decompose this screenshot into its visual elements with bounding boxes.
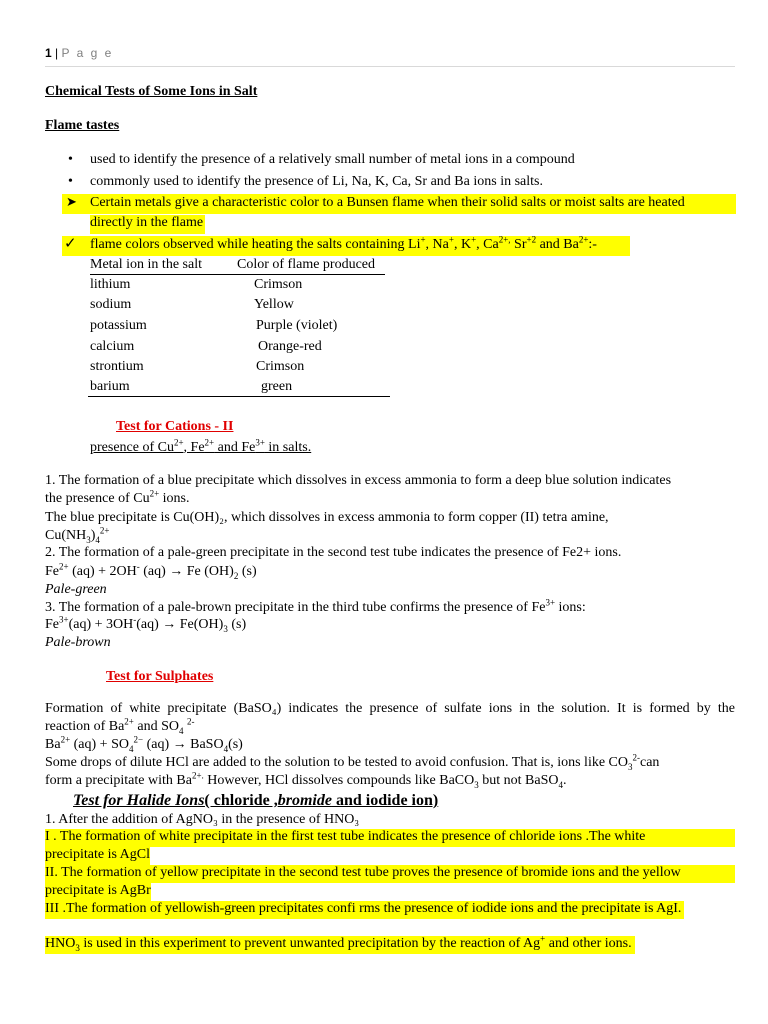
halide-ii-line2: precipitate is AgBr xyxy=(45,883,151,901)
flame-arrow-line-1: Certain metals give a characteristic color to a Bunsen flame when their solid salts or moist salts are heated xyxy=(90,195,685,210)
cations-p2: 2. The formation of a pale-green precipitate in the second test tube indicates the presence of Fe2+ ions. xyxy=(45,545,622,560)
halide-iii: III .The formation of yellowish-green precipitates confi rms the presence of iodide ions and the precipitate is AgI. xyxy=(45,901,684,919)
flame-check-line: flame colors observed while heating the salts containing Li+, Na+, K+, $Ca^{2+,}$ $Sr^{+2}$ and $Ba^{2+}:-$ xyxy=(90,234,597,252)
pale-brown-label: Pale-brown xyxy=(45,635,111,650)
flame-color: Crimson xyxy=(254,277,303,292)
sulphates-p1: Formation of white precipitate (BaSO₄) indicates the presence of sulfate ions in the solution. It is formed by the xyxy=(45,701,735,716)
halide-intro: 1. After the addition of AgNO₃ in the presence of HNO₃ xyxy=(45,812,360,827)
ion-name: strontium xyxy=(90,359,144,374)
check-icon: ✓ xyxy=(64,234,77,252)
cations-p3: 3. The formation of a pale-brown precipitate in the third tube confirms the presence of $Fe^{3+}$ ions: xyxy=(45,597,586,615)
document-title: Chemical Tests of Some Ions in Salt xyxy=(45,84,258,99)
cations-tetra-amine: $Cu(NH_3)_4^{2+}$ xyxy=(45,525,110,545)
ion-name: potassium xyxy=(90,318,147,333)
fe2-equation: $Fe^{2+}$ (aq) + 2OH- (aq) → Fe $(OH)_2$ (s) xyxy=(45,561,257,581)
cations-p1-line2: the presence of $Cu^{2+}$ ions. xyxy=(45,488,190,506)
bullet-icon: • xyxy=(68,152,73,167)
ion-name: sodium xyxy=(90,297,132,312)
bullet-icon: • xyxy=(68,174,73,189)
sulphates-p2-line2: form a precipitate with $Ba^{2+.}$ However, HCl dissolves compounds like BaCO$_3$ but not BaSO$_4$. xyxy=(45,770,567,790)
table-bottom-rule xyxy=(88,396,390,397)
table-header-ion: Metal ion in the salt xyxy=(90,257,202,272)
halide-i-line1: I . The formation of white precipitate in the first test tube indicates the presence of chloride ions .The white xyxy=(45,829,646,844)
ion-name: calcium xyxy=(90,339,135,354)
ion-name: lithium xyxy=(90,277,131,292)
page-header xyxy=(45,46,735,67)
flame-color: Orange-red xyxy=(258,339,322,354)
cations-p1-line3: The blue precipitate is Cu(OH)₂, which dissolves in excess ammonia to form copper (II) tetra amine, xyxy=(45,510,609,525)
baso4-equation: $Ba^{2+}$ $(aq) + SO_4^{2-}$ (aq) → BaSO$_4$(s) xyxy=(45,734,243,754)
cations-p1-line1: 1. The formation of a blue precipitate which dissolves in excess ammonia to form a deep blue solution indicates xyxy=(45,473,672,488)
fe3-equation: $Fe^{3+}(aq) + 3OH^-(aq) \to Fe(OH)_3$ (s) xyxy=(45,614,247,634)
flame-color: Crimson xyxy=(256,359,305,374)
pale-green-label: Pale-green xyxy=(45,582,107,597)
ion-name: barium xyxy=(90,379,130,394)
page-number: 1 xyxy=(45,46,52,60)
sulphates-heading: Test for Sulphates xyxy=(106,669,214,684)
page-label: P a g e xyxy=(61,46,114,60)
flame-color: Yellow xyxy=(254,297,294,312)
sulphates-reaction-line: reaction of $Ba^{2+}$ and $SO_4$ $^{2-}$ xyxy=(45,716,195,736)
halide-heading: Test for Halide Ions( chloride ,bromide and iodide ion) xyxy=(73,792,439,809)
flame-heading: Flame tastes xyxy=(45,118,120,133)
halide-i-line2: precipitate is AgCl xyxy=(45,847,150,865)
table-header-color: Color of flame produced xyxy=(237,257,376,272)
flame-color: Purple (violet) xyxy=(256,318,338,333)
flame-arrow-line-2: directly in the flame xyxy=(90,215,205,234)
flame-table-header xyxy=(90,257,385,275)
flame-bullet-2: commonly used to identify the presence of Li, Na, K, Ca, Sr and Ba ions in salts. xyxy=(90,174,543,189)
hno3-note: $HNO_3$ is used in this experiment to prevent unwanted precipitation by the reaction of Ag+ and other ions. xyxy=(45,936,635,954)
cations-heading: Test for Cations - II xyxy=(116,419,234,434)
arrow-bullet-icon: ➤ xyxy=(66,195,77,210)
page-separator: | xyxy=(51,46,62,60)
halide-ii-line1: II. The formation of yellow precipitate in the second test tube proves the presence of bromide ions and the yellow xyxy=(45,865,681,880)
cations-subheading: presence of $Cu^{2+}$, $Fe^{2+}$ and $Fe^{3+}$ in salts. xyxy=(90,437,312,455)
flame-bullet-1: used to identify the presence of a relatively small number of metal ions in a compound xyxy=(90,152,575,167)
flame-color: green xyxy=(261,379,293,394)
sulphates-p2: Some drops of dilute HCl are added to the solution to be tested to avoid confusion. That is, ions like $CO_3^{2-}can$ xyxy=(45,752,660,772)
